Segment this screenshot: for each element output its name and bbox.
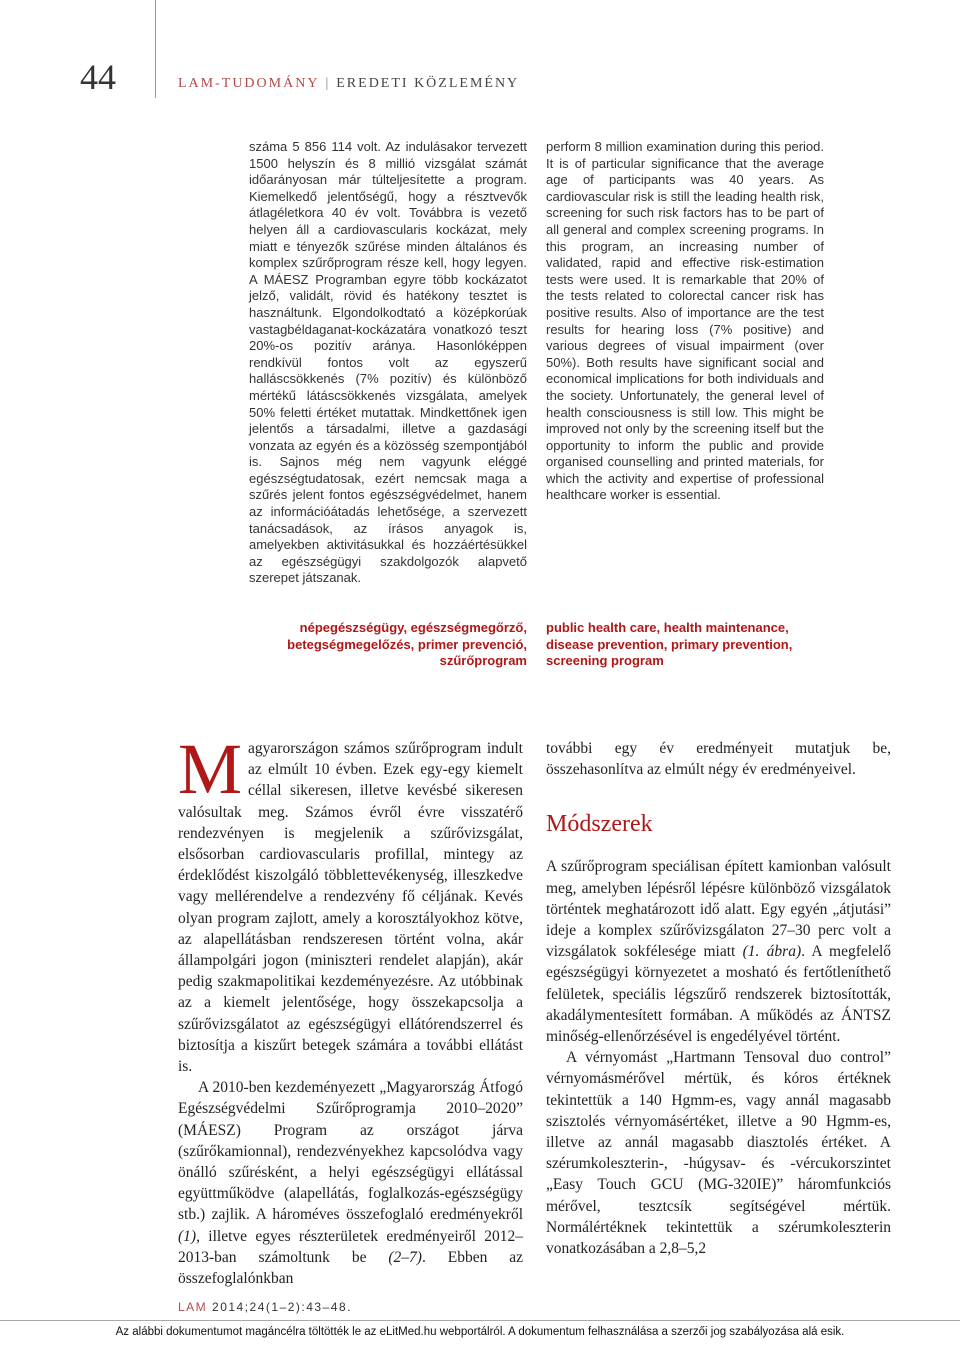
keywords-english: public health care, health maintenance, disease prevention, primary prevention, screening program [546,620,793,669]
intro-text: agyarországon számos szűrőprogram indult az elmúlt 10 évben. Ezek egy-egy kiemelt céllal sikeresen, illetve kevésbé sikeresen valósultak meg. Számos évről évre visszatérő rendezvényen is megjelenik a szűrővizsgálat, elsősorban cardiovascularis profillal, mintegy az érdeklődést kiszolgáló többlettevékenység, illeszkedve vagy mellérendelve a rendezvény fő céljának. Kevés olyan program zajlott, amely a korosztályokhoz kötve, az alapellátásban rendszeresen történt volna, akár állampolgári jogon (miniszteri rendelet alapján), akár pedig szakmapolitikai kezdeményezésre. Az utóbbinak az a kiemelt jelentősége, hogy összekapcsolja a szűrővizsgálatot az egészségügyi ellátórendszerrel és biztosítja a kiszűrt betegek számára a további ellátást is. [178,740,523,1076]
drop-cap: M [178,729,243,809]
footer-divider [0,1320,960,1321]
header-section: LAM-TUDOMÁNY [178,76,320,91]
header-separator: | [325,76,331,91]
reference-2-7: (2–7) [388,1248,422,1266]
reference-1: (1) [178,1227,197,1245]
program-text-c: . Ebben az összefoglalónkban [178,1248,524,1288]
methods-paragraph [546,856,891,1047]
journal-citation [178,1300,352,1314]
keywords-hungarian: népegészségügy, egészségmegőrző, betegségmegelőzés, primer prevenció, szűrőprogram [287,620,527,669]
header-divider [155,0,156,98]
abstract-english: perform 8 million examination during this period. It is of particular significance that the average age of participants was 40 years. As cardiovascular risk is still the leading health risk, screening for such risk factors has to be part of all general and complex screening programs. In this program, an increasing number of validated, rapid and effective risk-estimation tests were used. It is remarkable that 20% of the tests related to colorectal cancer risk has positive results. Also of importance are the test results for hearing loss (7% positive) and various degrees of visual impairment (over 50%). Both results have significant social and economical implications for both individuals and the society. Unfortunately, the general level of health consciousness is still low. This might be improved not only by the screening itself but the opportunity to inform the public and provide organised counselling and printed materials, for which the activity and expertise of professional healthcare worker is essential. [546,139,824,503]
citation-journal: LAM [178,1300,208,1314]
measurement-paragraph: A vérnyomást „Hartmann Tensoval duo control” vérnyomásmérővel mértük, és kóros értéknek tekintettük a 140 Hgmm-es, vagy annál magasabb szisztolés vérnyomásértéket, illetve a 90 Hgmm-es, illetve az annál magasabb diasztolés értéket. A szérumkoleszterin-, -húgysav- és -vércukorszintet „Easy Touch GCU (MG-320IE)” háromfunkciós mérővel, tesztcsík segítségével mértük. Normálértéknek tekintettük a szérumkoleszterin vonatkozásában a 2,8–5,2 [546,1049,891,1258]
body-column-right [546,738,891,1259]
program-paragraph [178,1077,523,1289]
intro-paragraph [178,729,523,1077]
continuation-paragraph: további egy év eredményeit mutatjuk be, összehasonlítva az elmúlt négy év eredményeivel. [546,740,891,779]
page-number: 44 [80,57,116,97]
download-notice: Az alábbi dokumentumot magáncélra töltötték le az eLitMed.hu webportálról. A dokumentum felhasználása a szerzői jog szabályozása alá esik. [115,1326,845,1338]
program-text-a: A 2010-ben kezdeményezett „Magyarország Átfogó Egészségvédelmi Szűrőprogramja 2010–2020” (MÁESZ) Program az országot járva (szűrőkamionnal), rendezvényekhez kapcsolódva vagy önálló szűrésként, a helyi egészségügyi ellátással együttműködve (alapellátás, foglalkozás-egészségügy stb.) zajlik. A hároméves összefoglaló eredményekről [178,1079,523,1224]
section-title-methods: Módszerek [546,811,653,838]
abstract-hungarian: száma 5 856 114 volt. Az indulásakor tervezett 1500 helyszín és 8 millió vizsgálat számát időarányosan már túlteljesítette a program. Kiemelkedő jelentőségű, hogy a résztvevők átlagéletkora 40 év volt. Továbbra is vezető helyen áll a cardiovascularis kockázat, mely miatt e tényezők szűrése minden általános és komplex szűrőprogram része kell, hogy legyen. A MÁESZ Programban egyre több kockázatot jelző, validált, rövid és hatékony tesztet is használtunk. Elgondolkodtató a középkorúak vastagbéldaganat-kockázatára vonatkozó teszt 20%-os pozitív aránya. Hasonlóképpen rendkívül fontos volt az egyszerű halláscsökkenés (7% pozitív) és különböző mértékű látáscsökkenés vizsgálata, amelyek 50% feletti értéket mutattak. Mindkettőnek igen jelentős a társadalmi, illetve a gazdasági vonzata az egyén és a közösség szempontjából is. Sajnos még nem vagyunk eléggé egészségtudatosak, ezért nemcsak maga a szűrés jelent fontos egészségvédelmet, hanem az információátadás lehetősége, a szervezett tanácsadások, az írásos anyagok is, amelyekben aktivitásukkal és hozzáértésükkel az egészségügyi szakdolgozók alapvető szerepet játszanak. [249,139,527,586]
body-column-left [178,729,524,1289]
citation-ref: 2014;24(1–2):43–48. [207,1300,352,1314]
methods-text-a: A szűrőprogram speciálisan épített kamionban valósult meg, amelyben lépésről lépésre különböző vizsgálatok történtek meghatározott idő alatt. Egy egyén „átjutási” ideje a komplex szűrővizsgálaton 27–30 perc volt a vizsgálatok sokfélesége miatt [546,858,891,961]
header-article-type: EREDETI KÖZLEMÉNY [336,76,520,91]
program-text-b: , illetve egyes részterületek eredményeiről 2012–2013-ban számoltunk be [178,1227,523,1266]
figure-reference: (1. ábra) [742,943,802,961]
running-header [178,76,519,92]
methods-text-b: . A megfelelő egészségügyi környezetet a mosható és fertőtleníthető felületek, speciális légszűrő rendszerek biztosították, akadálymentesített formában. A működés az ÁNTSZ minőség-ellenőrzésével is engedélyével történt. [546,943,891,1046]
